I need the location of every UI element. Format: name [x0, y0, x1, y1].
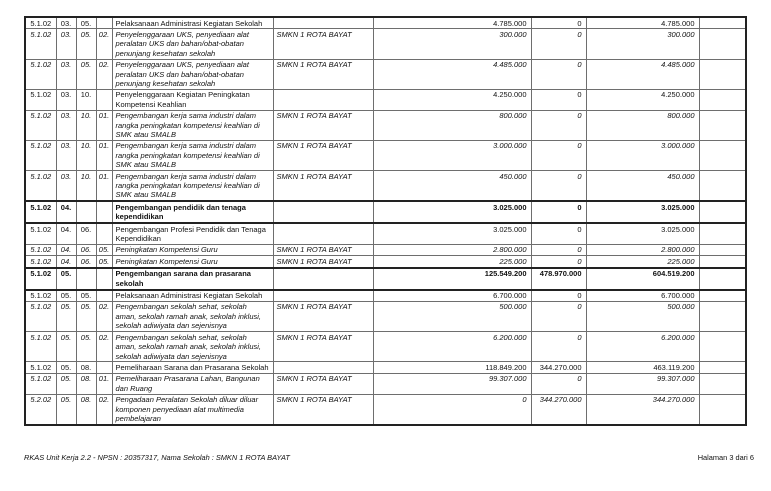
cell-kode-kegiatan: 06.	[76, 244, 96, 255]
cell-nama-sekolah	[273, 362, 373, 373]
cell-kode-akun: 5.1.02	[25, 110, 56, 140]
cell-nama-sekolah: SMKN 1 ROTA BAYAT	[273, 256, 373, 268]
cell-jumlah-3: 300.000	[586, 29, 699, 59]
cell-kode-akun: 5.2.02	[25, 394, 56, 425]
cell-kode-kegiatan: 05.	[76, 332, 96, 362]
cell-kosong	[699, 29, 746, 59]
cell-jumlah-2: 0	[531, 110, 586, 140]
cell-kode-rincian: 02.	[96, 29, 112, 59]
cell-uraian: Pengembangan pendidik dan tenaga kependidikan	[112, 201, 273, 223]
cell-uraian: Penyelenggaraan UKS, penyediaan alat peralatan UKS dan bahan/obat-obatan penunjang kesehatan sekolah	[112, 29, 273, 59]
cell-kosong	[699, 373, 746, 394]
cell-uraian: Pengadaan Peralatan Sekolah diluar diluar komponen penyediaan alat multimedia pembelajaran	[112, 394, 273, 425]
cell-jumlah-1: 300.000	[373, 29, 531, 59]
cell-kode-program: 04.	[56, 201, 76, 223]
cell-jumlah-1: 2.800.000	[373, 244, 531, 255]
cell-kode-akun: 5.1.02	[25, 301, 56, 331]
cell-kode-program: 05.	[56, 268, 76, 290]
cell-kode-rincian: 01.	[96, 110, 112, 140]
cell-uraian: Pengembangan sarana dan prasarana sekolah	[112, 268, 273, 290]
table-row	[25, 17, 746, 29]
cell-kode-program: 03.	[56, 110, 76, 140]
cell-kode-kegiatan: 08.	[76, 362, 96, 373]
cell-jumlah-1: 225.000	[373, 256, 531, 268]
cell-kode-kegiatan: 05.	[76, 17, 96, 29]
cell-kosong	[699, 171, 746, 202]
cell-kode-akun: 5.1.02	[25, 362, 56, 373]
cell-kode-program: 03.	[56, 140, 76, 170]
cell-jumlah-2: 0	[531, 59, 586, 89]
cell-jumlah-3: 463.119.200	[586, 362, 699, 373]
cell-jumlah-3: 6.700.000	[586, 290, 699, 302]
cell-jumlah-1: 800.000	[373, 110, 531, 140]
cell-kode-kegiatan: 06.	[76, 223, 96, 244]
cell-kode-kegiatan: 06.	[76, 256, 96, 268]
table-row	[25, 332, 746, 362]
cell-kode-akun: 5.1.02	[25, 89, 56, 110]
cell-kode-rincian: 05.	[96, 244, 112, 255]
cell-nama-sekolah	[273, 89, 373, 110]
cell-jumlah-1: 6.700.000	[373, 290, 531, 302]
cell-kode-program: 05.	[56, 373, 76, 394]
cell-kosong	[699, 290, 746, 302]
cell-kode-rincian	[96, 89, 112, 110]
cell-nama-sekolah: SMKN 1 ROTA BAYAT	[273, 171, 373, 202]
cell-kode-program: 03.	[56, 29, 76, 59]
cell-jumlah-3: 2.800.000	[586, 244, 699, 255]
cell-kode-program: 05.	[56, 394, 76, 425]
cell-jumlah-3: 4.785.000	[586, 17, 699, 29]
cell-kosong	[699, 244, 746, 255]
cell-uraian: Pengembangan sekolah sehat, sekolah aman, sekolah ramah anak, sekolah inklusi, sekolah adiwiyata dan sejenisnya	[112, 301, 273, 331]
cell-jumlah-2: 344.270.000	[531, 394, 586, 425]
rkas-table-body	[25, 17, 746, 425]
cell-jumlah-1: 3.025.000	[373, 223, 531, 244]
cell-kosong	[699, 268, 746, 290]
cell-jumlah-2: 0	[531, 290, 586, 302]
cell-nama-sekolah: SMKN 1 ROTA BAYAT	[273, 373, 373, 394]
cell-jumlah-3: 450.000	[586, 171, 699, 202]
cell-nama-sekolah: SMKN 1 ROTA BAYAT	[273, 332, 373, 362]
cell-uraian: Pelaksanaan Administrasi Kegiatan Sekolah	[112, 17, 273, 29]
cell-kode-program: 04.	[56, 256, 76, 268]
cell-kosong	[699, 201, 746, 223]
cell-jumlah-2: 0	[531, 29, 586, 59]
cell-jumlah-1: 0	[373, 394, 531, 425]
cell-kode-kegiatan: 10.	[76, 171, 96, 202]
cell-jumlah-1: 3.025.000	[373, 201, 531, 223]
cell-jumlah-2: 0	[531, 256, 586, 268]
table-row	[25, 140, 746, 170]
cell-jumlah-2: 0	[531, 140, 586, 170]
cell-kode-akun: 5.1.02	[25, 171, 56, 202]
cell-kode-program: 05.	[56, 290, 76, 302]
cell-kode-rincian: 01.	[96, 171, 112, 202]
cell-nama-sekolah	[273, 17, 373, 29]
cell-kode-program: 05.	[56, 301, 76, 331]
cell-kode-rincian	[96, 290, 112, 302]
cell-nama-sekolah: SMKN 1 ROTA BAYAT	[273, 301, 373, 331]
cell-kosong	[699, 332, 746, 362]
cell-uraian: Pemeliharaan Sarana dan Prasarana Sekolah	[112, 362, 273, 373]
cell-nama-sekolah: SMKN 1 ROTA BAYAT	[273, 110, 373, 140]
cell-kosong	[699, 256, 746, 268]
cell-kosong	[699, 110, 746, 140]
cell-kode-rincian	[96, 268, 112, 290]
cell-nama-sekolah	[273, 201, 373, 223]
cell-kosong	[699, 362, 746, 373]
cell-kode-rincian: 01.	[96, 140, 112, 170]
cell-jumlah-2: 0	[531, 301, 586, 331]
cell-uraian: Pengembangan kerja sama industri dalam rangka peningkatan kompetensi keahlian di SMK atau SMALB	[112, 171, 273, 202]
table-row	[25, 394, 746, 425]
cell-nama-sekolah: SMKN 1 ROTA BAYAT	[273, 140, 373, 170]
cell-kode-akun: 5.1.02	[25, 17, 56, 29]
table-row	[25, 201, 746, 223]
cell-uraian: Penyelenggaraan UKS, penyediaan alat peralatan UKS dan bahan/obat-obatan penunjang kesehatan sekolah	[112, 59, 273, 89]
cell-kode-kegiatan: 10.	[76, 89, 96, 110]
cell-jumlah-3: 604.519.200	[586, 268, 699, 290]
cell-nama-sekolah: SMKN 1 ROTA BAYAT	[273, 394, 373, 425]
cell-jumlah-3: 800.000	[586, 110, 699, 140]
cell-jumlah-1: 3.000.000	[373, 140, 531, 170]
table-row	[25, 290, 746, 302]
cell-kode-program: 03.	[56, 89, 76, 110]
cell-kode-rincian: 01.	[96, 373, 112, 394]
table-row	[25, 29, 746, 59]
cell-uraian: Peningkatan Kompetensi Guru	[112, 256, 273, 268]
table-row	[25, 223, 746, 244]
cell-kosong	[699, 140, 746, 170]
cell-jumlah-3: 500.000	[586, 301, 699, 331]
cell-jumlah-3: 3.000.000	[586, 140, 699, 170]
cell-jumlah-1: 4.485.000	[373, 59, 531, 89]
cell-kode-akun: 5.1.02	[25, 256, 56, 268]
cell-kode-rincian: 05.	[96, 256, 112, 268]
cell-jumlah-2: 0	[531, 332, 586, 362]
cell-jumlah-1: 99.307.000	[373, 373, 531, 394]
cell-nama-sekolah: SMKN 1 ROTA BAYAT	[273, 244, 373, 255]
cell-kode-rincian	[96, 223, 112, 244]
table-row	[25, 256, 746, 268]
cell-kode-rincian	[96, 362, 112, 373]
cell-jumlah-1: 500.000	[373, 301, 531, 331]
cell-kosong	[699, 59, 746, 89]
footer-page-number: Halaman 3 dari 6	[697, 453, 754, 462]
footer-document-info: RKAS Unit Kerja 2.2 - NPSN : 20357317, Nama Sekolah : SMKN 1 ROTA BAYAT	[24, 453, 290, 462]
cell-kosong	[699, 301, 746, 331]
cell-kode-akun: 5.1.02	[25, 373, 56, 394]
cell-jumlah-2: 0	[531, 373, 586, 394]
cell-kode-kegiatan	[76, 268, 96, 290]
cell-kode-kegiatan: 08.	[76, 394, 96, 425]
cell-kode-akun: 5.1.02	[25, 201, 56, 223]
table-row	[25, 301, 746, 331]
cell-kode-kegiatan: 05.	[76, 301, 96, 331]
cell-jumlah-2: 0	[531, 201, 586, 223]
cell-uraian: Pemeliharaan Prasarana Lahan, Bangunan dan Ruang	[112, 373, 273, 394]
table-row	[25, 89, 746, 110]
cell-kosong	[699, 17, 746, 29]
cell-jumlah-1: 6.200.000	[373, 332, 531, 362]
table-row	[25, 362, 746, 373]
table-row	[25, 59, 746, 89]
cell-kode-program: 05.	[56, 362, 76, 373]
table-row	[25, 244, 746, 255]
cell-jumlah-1: 118.849.200	[373, 362, 531, 373]
cell-jumlah-2: 0	[531, 17, 586, 29]
cell-kode-akun: 5.1.02	[25, 290, 56, 302]
cell-jumlah-1: 4.785.000	[373, 17, 531, 29]
cell-kode-program: 04.	[56, 223, 76, 244]
cell-kode-kegiatan: 05.	[76, 290, 96, 302]
cell-jumlah-2: 0	[531, 244, 586, 255]
cell-jumlah-1: 125.549.200	[373, 268, 531, 290]
cell-kode-program: 04.	[56, 244, 76, 255]
cell-kode-kegiatan: 10.	[76, 110, 96, 140]
cell-uraian: Pengembangan kerja sama industri dalam rangka peningkatan kompetensi keahlian di SMK atau SMALB	[112, 110, 273, 140]
cell-kode-rincian	[96, 17, 112, 29]
cell-jumlah-3: 6.200.000	[586, 332, 699, 362]
cell-uraian: Pengembangan sekolah sehat, sekolah aman, sekolah ramah anak, sekolah inklusi, sekolah adiwiyata dan sejenisnya	[112, 332, 273, 362]
cell-jumlah-3: 4.485.000	[586, 59, 699, 89]
cell-kode-akun: 5.1.02	[25, 59, 56, 89]
page-footer	[24, 453, 754, 462]
cell-kode-akun: 5.1.02	[25, 244, 56, 255]
cell-jumlah-3: 3.025.000	[586, 201, 699, 223]
cell-jumlah-2: 0	[531, 171, 586, 202]
cell-kode-akun: 5.1.02	[25, 268, 56, 290]
cell-kosong	[699, 89, 746, 110]
cell-nama-sekolah	[273, 268, 373, 290]
cell-kode-rincian: 02.	[96, 59, 112, 89]
cell-kode-kegiatan	[76, 201, 96, 223]
cell-kode-kegiatan: 10.	[76, 140, 96, 170]
cell-kode-rincian	[96, 201, 112, 223]
cell-jumlah-2: 344.270.000	[531, 362, 586, 373]
cell-kode-akun: 5.1.02	[25, 223, 56, 244]
cell-jumlah-1: 4.250.000	[373, 89, 531, 110]
cell-jumlah-3: 99.307.000	[586, 373, 699, 394]
cell-kode-akun: 5.1.02	[25, 140, 56, 170]
cell-kode-kegiatan: 05.	[76, 59, 96, 89]
table-row	[25, 373, 746, 394]
cell-nama-sekolah: SMKN 1 ROTA BAYAT	[273, 59, 373, 89]
table-row	[25, 171, 746, 202]
cell-kode-program: 03.	[56, 17, 76, 29]
cell-jumlah-2: 0	[531, 89, 586, 110]
cell-jumlah-2: 478.970.000	[531, 268, 586, 290]
cell-kode-program: 03.	[56, 171, 76, 202]
cell-kode-kegiatan: 08.	[76, 373, 96, 394]
cell-jumlah-3: 4.250.000	[586, 89, 699, 110]
cell-kode-rincian: 02.	[96, 332, 112, 362]
cell-nama-sekolah	[273, 290, 373, 302]
cell-nama-sekolah: SMKN 1 ROTA BAYAT	[273, 29, 373, 59]
cell-kode-program: 03.	[56, 59, 76, 89]
cell-uraian: Pengembangan Profesi Pendidik dan Tenaga Kependidikan	[112, 223, 273, 244]
cell-jumlah-3: 3.025.000	[586, 223, 699, 244]
cell-jumlah-3: 225.000	[586, 256, 699, 268]
cell-uraian: Peningkatan Kompetensi Guru	[112, 244, 273, 255]
cell-kosong	[699, 394, 746, 425]
table-row	[25, 110, 746, 140]
cell-kosong	[699, 223, 746, 244]
cell-uraian: Penyelenggaraan Kegiatan Peningkatan Kompetensi Keahlian	[112, 89, 273, 110]
cell-uraian: Pelaksanaan Administrasi Kegiatan Sekolah	[112, 290, 273, 302]
table-row	[25, 268, 746, 290]
cell-kode-rincian: 02.	[96, 301, 112, 331]
cell-jumlah-2: 0	[531, 223, 586, 244]
cell-kode-akun: 5.1.02	[25, 332, 56, 362]
cell-kode-rincian: 02.	[96, 394, 112, 425]
cell-jumlah-1: 450.000	[373, 171, 531, 202]
cell-kode-program: 05.	[56, 332, 76, 362]
cell-nama-sekolah	[273, 223, 373, 244]
cell-kode-akun: 5.1.02	[25, 29, 56, 59]
cell-uraian: Pengembangan kerja sama industri dalam rangka peningkatan kompetensi keahlian di SMK atau SMALB	[112, 140, 273, 170]
cell-kode-kegiatan: 05.	[76, 29, 96, 59]
rkas-budget-table	[24, 16, 747, 426]
cell-jumlah-3: 344.270.000	[586, 394, 699, 425]
